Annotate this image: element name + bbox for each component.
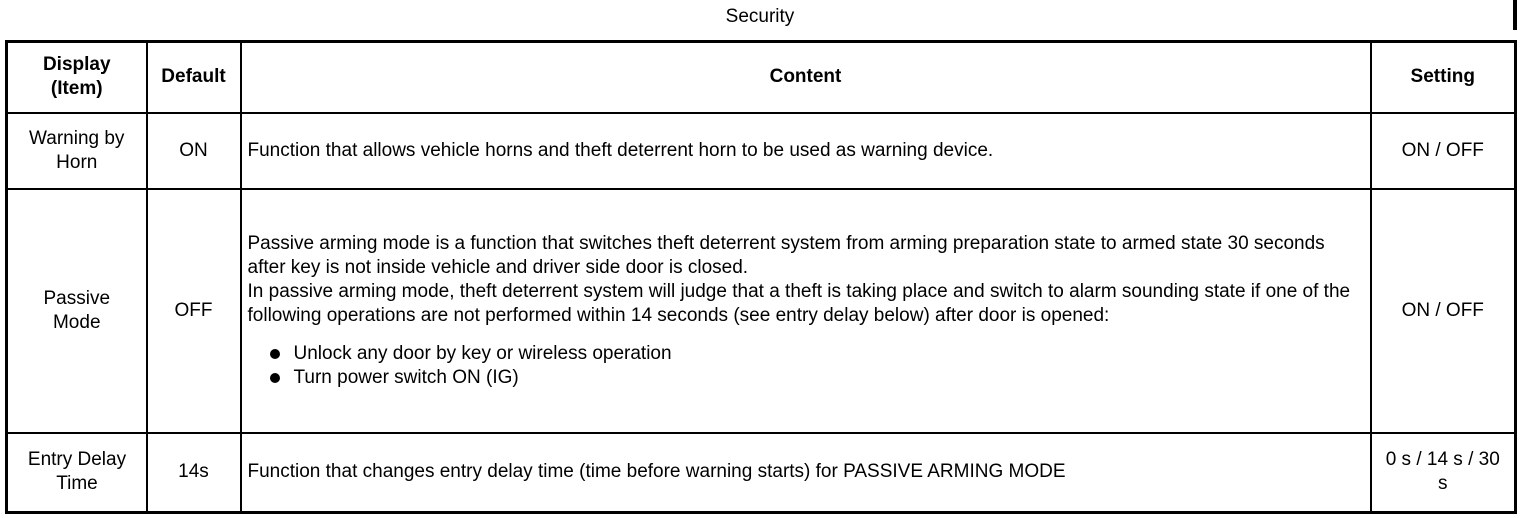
bullet-list — [248, 342, 1366, 390]
cell-setting-label: 0 s / 14 s / 30 s — [1385, 449, 1500, 495]
bullet-icon — [270, 349, 280, 359]
cell-display — [7, 113, 147, 189]
cell-setting: ON / OFF — [1371, 189, 1516, 433]
table-row — [7, 189, 1516, 433]
header-display — [7, 42, 147, 113]
cell-setting — [1371, 433, 1516, 513]
table-title: Security — [725, 6, 795, 27]
header-default: Default — [147, 42, 241, 113]
list-item — [268, 366, 1366, 390]
header-row — [7, 42, 1516, 113]
header-display-label: Display (Item) — [42, 54, 111, 100]
cell-display-label: Entry Delay Time — [27, 449, 127, 495]
table-row — [7, 433, 1516, 513]
cell-display-label: Warning by Horn — [29, 127, 125, 173]
cell-content: Function that allows vehicle horns and theft deterrent horn to be used as warning device. — [241, 113, 1371, 189]
cell-display — [7, 189, 147, 433]
content-paragraph: Passive arming mode is a function that switches theft deterrent system from arming preparation state to armed state 30 seconds after key is not inside vehicle and driver side door is closed. — [247, 232, 1325, 278]
cell-default: ON — [147, 113, 241, 189]
cell-content: Function that changes entry delay time (time before warning starts) for PASSIVE ARMING MODE — [241, 433, 1371, 513]
bullet-icon — [270, 373, 280, 383]
margin-bar — [1513, 0, 1517, 30]
header-setting: Setting — [1371, 42, 1516, 113]
cell-display-label: Passive Mode — [43, 287, 111, 333]
list-item-label: Unlock any door by key or wireless operation — [293, 342, 672, 364]
cell-setting: ON / OFF — [1371, 113, 1516, 189]
list-item-label: Turn power switch ON (IG) — [293, 366, 519, 388]
cell-default: OFF — [147, 189, 241, 433]
security-table — [5, 40, 1517, 514]
content-paragraph: In passive arming mode, theft deterrent system will judge that a theft is taking place and switch to alarm sounding state if one of the following operations are not performed within 14 seconds (see entry delay below) after door is opened: — [247, 280, 1351, 326]
cell-display — [7, 433, 147, 513]
list-item — [268, 342, 1366, 366]
table-row — [7, 113, 1516, 189]
cell-content — [241, 189, 1371, 433]
header-content: Content — [241, 42, 1371, 113]
cell-default: 14s — [147, 433, 241, 513]
